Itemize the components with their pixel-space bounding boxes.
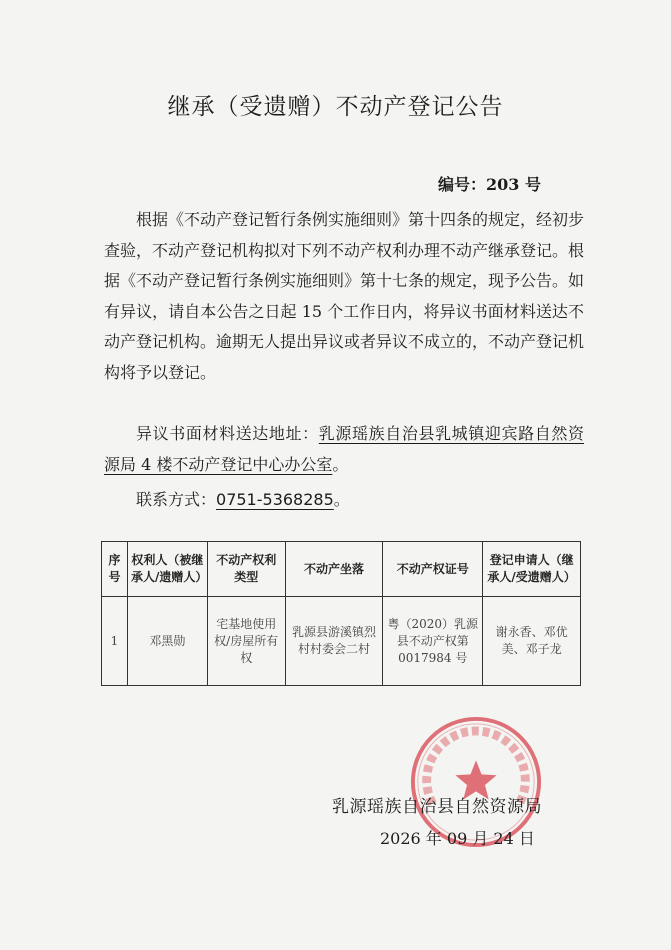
objection-address-paragraph [104, 419, 584, 480]
cell-holder: 邓黑勋 [127, 597, 207, 686]
issuing-organization: 乳源瑶族自治县自然资源局 [332, 797, 542, 817]
contact-phone: 0751-5368285 [216, 490, 334, 509]
header-certificate: 不动产权证号 [383, 542, 483, 597]
cell-applicant: 谢永香、邓优美、邓子龙 [483, 597, 581, 686]
document-number: 编号：203 号 [438, 175, 541, 194]
header-applicant: 登记申请人（继承人/受遗赠人） [483, 542, 581, 597]
address-label: 异议书面材料送达地址： [136, 424, 319, 443]
contact-period: 。 [333, 490, 350, 509]
header-right-type: 不动产权利类型 [207, 542, 285, 597]
contact-label: 联系方式： [136, 490, 217, 509]
cell-right-type: 宅基地使用权/房屋所有权 [207, 597, 285, 686]
address-text: 乳源瑶族自治县乳城镇迎宾路自然资源局 4 楼不动产登记中心办公室 [104, 424, 584, 474]
notice-title: 继承（受遗赠）不动产登记公告 [167, 94, 504, 120]
cell-certificate: 粤（2020）乳源县不动产权第 0017984 号 [383, 597, 483, 686]
registration-table [101, 541, 581, 686]
address-period: 。 [332, 454, 349, 474]
cell-no: 1 [102, 597, 128, 686]
table-header-row [102, 542, 581, 597]
notice-body-paragraph [104, 205, 584, 388]
paragraph-text: 根据《不动产登记暂行条例实施细则》第十四条的规定，经初步查验，不动产登记机构拟对下列不动产权利办理不动产继承登记。根据《不动产登记暂行条例实施细则》第十七条的规定，现予公告。如有异议，请自本公告之日起 15 个工作日内，将异议书面材料送达不动产登记机构。逾期无人提出异议或者异议不成立的，不动产登记机构将予以登记。 [104, 210, 585, 382]
header-no: 序号 [102, 542, 128, 597]
header-holder: 权利人（被继承人/遗赠人） [127, 542, 207, 597]
issue-date: 2026 年 09 月 24 日 [380, 829, 535, 848]
header-location: 不动产坐落 [285, 542, 383, 597]
cell-location: 乳源县游溪镇烈村村委会二村 [285, 597, 383, 686]
contact-paragraph [104, 485, 584, 516]
table-row [102, 597, 581, 686]
